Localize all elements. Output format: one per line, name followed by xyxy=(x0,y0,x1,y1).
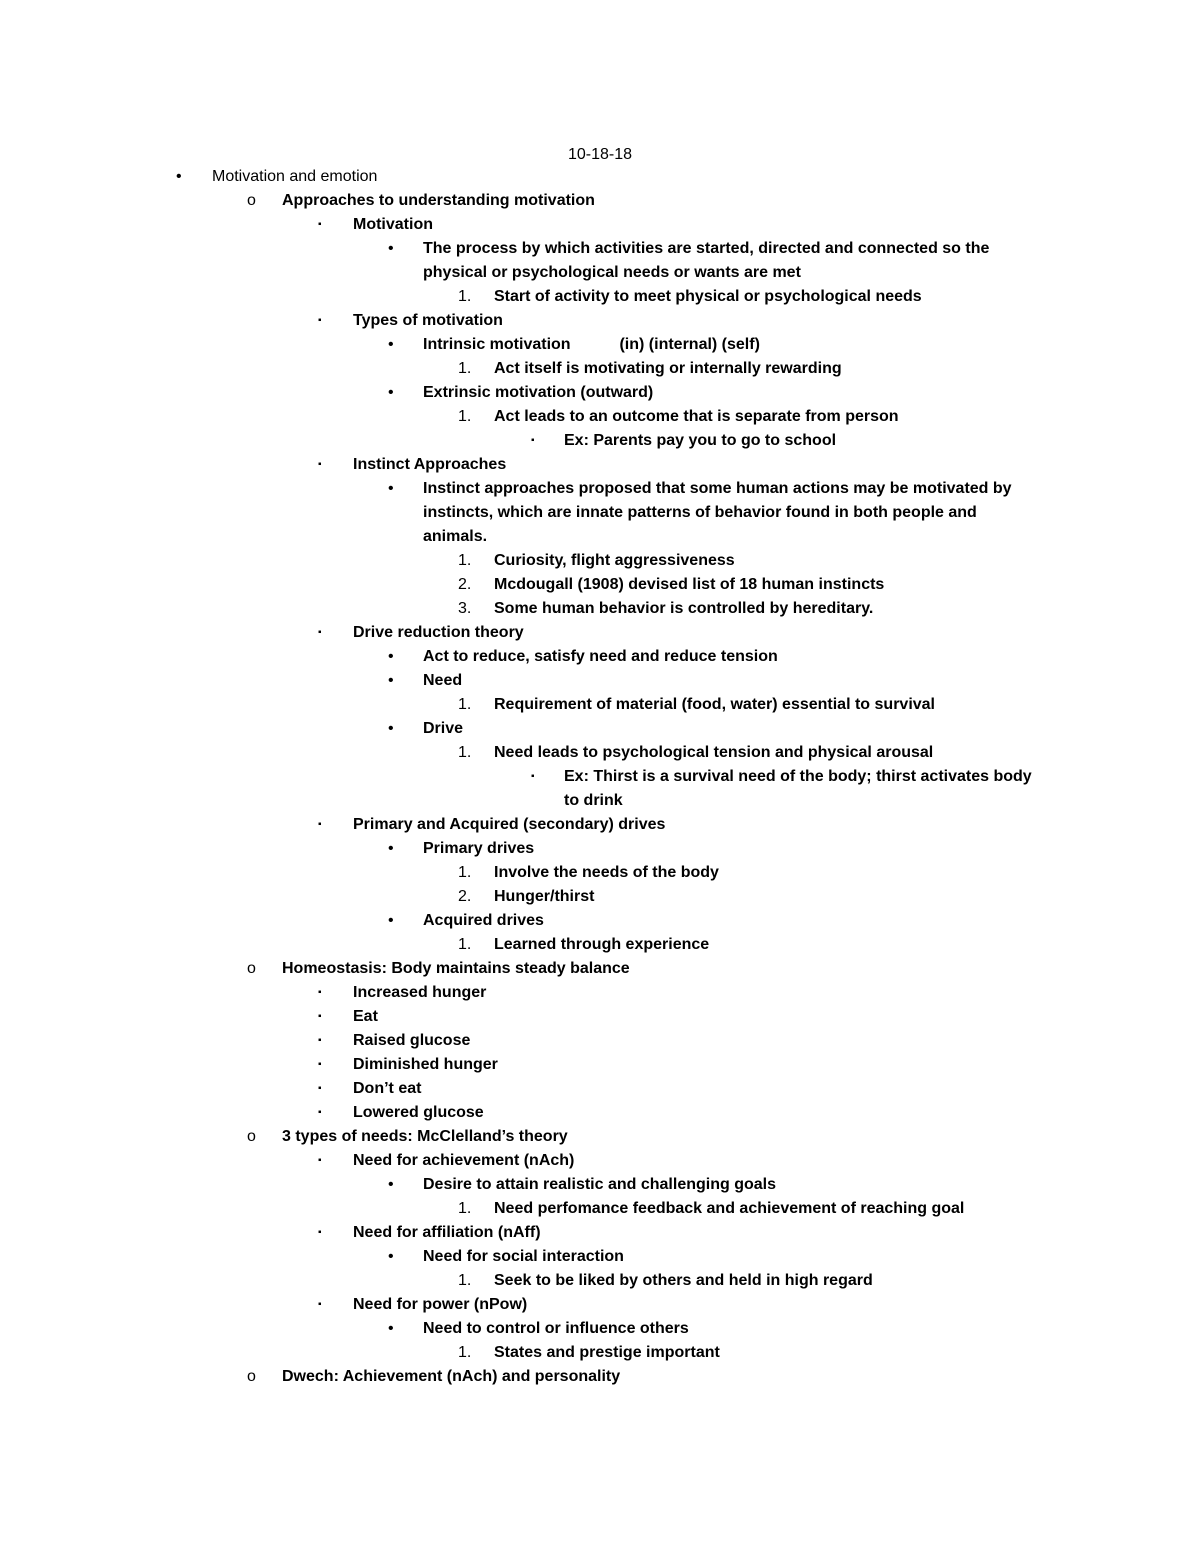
outline-text: 3 types of needs: McClelland’s theory xyxy=(282,1128,568,1145)
list-marker: • xyxy=(388,384,394,401)
outline-text: Requirement of material (food, water) essential to survival xyxy=(494,696,935,713)
outline-text: Acquired drives xyxy=(423,912,544,929)
outline-line xyxy=(0,477,1200,501)
outline-line xyxy=(0,1341,1200,1365)
list-marker: ▪ xyxy=(318,1155,322,1166)
list-marker: 1. xyxy=(458,1272,472,1289)
outline-line xyxy=(0,645,1200,669)
list-marker: ▪ xyxy=(531,435,535,446)
outline-line xyxy=(0,669,1200,693)
list-marker: • xyxy=(176,168,182,185)
list-marker: • xyxy=(388,480,394,497)
outline-text: Extrinsic motivation (outward) xyxy=(423,384,654,401)
outline-text: Act leads to an outcome that is separate from person xyxy=(494,408,899,425)
outline-line xyxy=(0,213,1200,237)
list-marker: ▪ xyxy=(318,1227,322,1238)
outline-text: Need to control or influence others xyxy=(423,1320,689,1337)
outline-line xyxy=(0,1101,1200,1125)
list-marker: 1. xyxy=(458,744,472,761)
outline-text: Seek to be liked by others and held in high regard xyxy=(494,1272,873,1289)
outline-text: Need for power (nPow) xyxy=(353,1296,528,1313)
outline-line xyxy=(0,189,1200,213)
list-marker: 2. xyxy=(458,576,472,593)
list-marker: ▪ xyxy=(318,1035,322,1046)
outline-line xyxy=(0,981,1200,1005)
outline-line xyxy=(0,357,1200,381)
outline-line xyxy=(0,1221,1200,1245)
list-marker: ▪ xyxy=(318,315,322,326)
outline-text: Desire to attain realistic and challenging goals xyxy=(423,1176,776,1193)
outline-line xyxy=(0,525,1200,549)
outline-line xyxy=(0,597,1200,621)
outline-line xyxy=(0,741,1200,765)
list-marker: 1. xyxy=(458,696,472,713)
outline-line xyxy=(0,1149,1200,1173)
outline-text: Instinct Approaches xyxy=(353,456,507,473)
outline-line xyxy=(0,909,1200,933)
outline-text: physical or psychological needs or wants are met xyxy=(423,264,801,281)
outline-line xyxy=(0,789,1200,813)
outline-text: Act to reduce, satisfy need and reduce tension xyxy=(423,648,778,665)
outline-text: Mcdougall (1908) devised list of 18 human instincts xyxy=(494,576,885,593)
list-marker: ▪ xyxy=(318,627,322,638)
list-marker: 1. xyxy=(458,552,472,569)
outline-line xyxy=(0,957,1200,981)
list-marker: 1. xyxy=(458,1200,472,1217)
outline-text: Motivation xyxy=(353,216,433,233)
outline-text: Drive reduction theory xyxy=(353,624,524,641)
outline-line xyxy=(0,1173,1200,1197)
outline-text: Curiosity, flight aggressiveness xyxy=(494,552,735,569)
outline-line xyxy=(0,309,1200,333)
outline-text: Some human behavior is controlled by hereditary. xyxy=(494,600,874,617)
list-marker: ▪ xyxy=(318,1299,322,1310)
outline-line xyxy=(0,261,1200,285)
outline-text: Need for social interaction xyxy=(423,1248,624,1265)
outline-line xyxy=(0,501,1200,525)
outline-line xyxy=(0,1005,1200,1029)
outline-line xyxy=(0,1293,1200,1317)
outline-text: Hunger/thirst xyxy=(494,888,595,905)
outline-text: Involve the needs of the body xyxy=(494,864,719,881)
outline-list xyxy=(0,165,1200,1389)
outline-text: Need for affiliation (nAff) xyxy=(353,1224,541,1241)
list-marker: ▪ xyxy=(318,219,322,230)
outline-text: Drive xyxy=(423,720,464,737)
outline-text: Need for achievement (nAch) xyxy=(353,1152,575,1169)
list-marker: • xyxy=(388,240,394,257)
outline-text: Start of activity to meet physical or psychological needs xyxy=(494,288,922,305)
list-marker: o xyxy=(247,192,256,209)
outline-text: Learned through experience xyxy=(494,936,710,953)
outline-text: Primary and Acquired (secondary) drives xyxy=(353,816,666,833)
outline-line xyxy=(0,693,1200,717)
outline-line xyxy=(0,1125,1200,1149)
list-marker: ▪ xyxy=(318,459,322,470)
list-marker: ▪ xyxy=(318,1107,322,1118)
list-marker: o xyxy=(247,1128,256,1145)
outline-text: to drink xyxy=(564,792,623,809)
list-marker: ▪ xyxy=(318,1011,322,1022)
outline-text: Homeostasis: Body maintains steady balance xyxy=(282,960,630,977)
outline-line xyxy=(0,285,1200,309)
outline-text: Need perfomance feedback and achievement of reaching goal xyxy=(494,1200,965,1217)
outline-text: Intrinsic motivation (in) (internal) (self) xyxy=(423,336,760,353)
outline-line xyxy=(0,1029,1200,1053)
outline-line xyxy=(0,405,1200,429)
outline-text: Need xyxy=(423,672,463,689)
outline-text: animals. xyxy=(423,528,488,545)
list-marker: • xyxy=(388,912,394,929)
outline-line xyxy=(0,765,1200,789)
list-marker: 1. xyxy=(458,408,472,425)
outline-line xyxy=(0,621,1200,645)
list-marker: o xyxy=(247,960,256,977)
outline-text: Motivation and emotion xyxy=(212,168,378,185)
outline-line xyxy=(0,813,1200,837)
outline-text: Types of motivation xyxy=(353,312,503,329)
outline-text: Need leads to psychological tension and physical arousal xyxy=(494,744,934,761)
outline-line xyxy=(0,1245,1200,1269)
outline-text: Diminished hunger xyxy=(353,1056,498,1073)
list-marker: ▪ xyxy=(318,987,322,998)
outline-line xyxy=(0,237,1200,261)
outline-text: Act itself is motivating or internally rewarding xyxy=(494,360,842,377)
outline-text: Eat xyxy=(353,1008,378,1025)
list-marker: • xyxy=(388,672,394,689)
list-marker: • xyxy=(388,648,394,665)
list-marker: • xyxy=(388,720,394,737)
outline-line xyxy=(0,933,1200,957)
list-marker: ▪ xyxy=(318,819,322,830)
list-marker: • xyxy=(388,1176,394,1193)
outline-text: Ex: Parents pay you to go to school xyxy=(564,432,837,449)
list-marker: • xyxy=(388,1248,394,1265)
list-marker: ▪ xyxy=(318,1083,322,1094)
outline-text: Ex: Thirst is a survival need of the body; thirst activates body xyxy=(564,768,1032,785)
list-marker: 1. xyxy=(458,360,472,377)
outline-line xyxy=(0,549,1200,573)
list-marker: ▪ xyxy=(318,1059,322,1070)
outline-text: Dwech: Achievement (nAch) and personality xyxy=(282,1368,621,1385)
outline-line xyxy=(0,861,1200,885)
outline-line xyxy=(0,573,1200,597)
list-marker: • xyxy=(388,1320,394,1337)
outline-text: Primary drives xyxy=(423,840,535,857)
outline-line xyxy=(0,837,1200,861)
document-date: 10-18-18 xyxy=(567,146,633,163)
outline-line xyxy=(0,1053,1200,1077)
outline-line xyxy=(0,1365,1200,1389)
outline-text: Don’t eat xyxy=(353,1080,422,1097)
outline-text: Raised glucose xyxy=(353,1032,471,1049)
outline-line xyxy=(0,333,1200,357)
list-marker: • xyxy=(388,840,394,857)
outline-line xyxy=(0,1317,1200,1341)
outline-line xyxy=(0,165,1200,189)
list-marker: 1. xyxy=(458,288,472,305)
outline-line xyxy=(0,1197,1200,1221)
outline-line xyxy=(0,717,1200,741)
outline-text: Approaches to understanding motivation xyxy=(282,192,595,209)
outline-text: Increased hunger xyxy=(353,984,487,1001)
outline-line xyxy=(0,885,1200,909)
outline-line xyxy=(0,429,1200,453)
outline-line xyxy=(0,1269,1200,1293)
outline-text: States and prestige important xyxy=(494,1344,720,1361)
outline-text: The process by which activities are started, directed and connected so the xyxy=(423,240,990,257)
list-marker: 3. xyxy=(458,600,472,617)
list-marker: o xyxy=(247,1368,256,1385)
outline-line xyxy=(0,381,1200,405)
outline-line xyxy=(0,1077,1200,1101)
outline-text: instincts, which are innate patterns of behavior found in both people and xyxy=(423,504,977,521)
outline-line xyxy=(0,453,1200,477)
outline-text: Instinct approaches proposed that some human actions may be motivated by xyxy=(423,480,1012,497)
list-marker: ▪ xyxy=(531,771,535,782)
list-marker: 1. xyxy=(458,936,472,953)
list-marker: 1. xyxy=(458,1344,472,1361)
outline-text: Lowered glucose xyxy=(353,1104,484,1121)
list-marker: 1. xyxy=(458,864,472,881)
list-marker: • xyxy=(388,336,394,353)
list-marker: 2. xyxy=(458,888,472,905)
